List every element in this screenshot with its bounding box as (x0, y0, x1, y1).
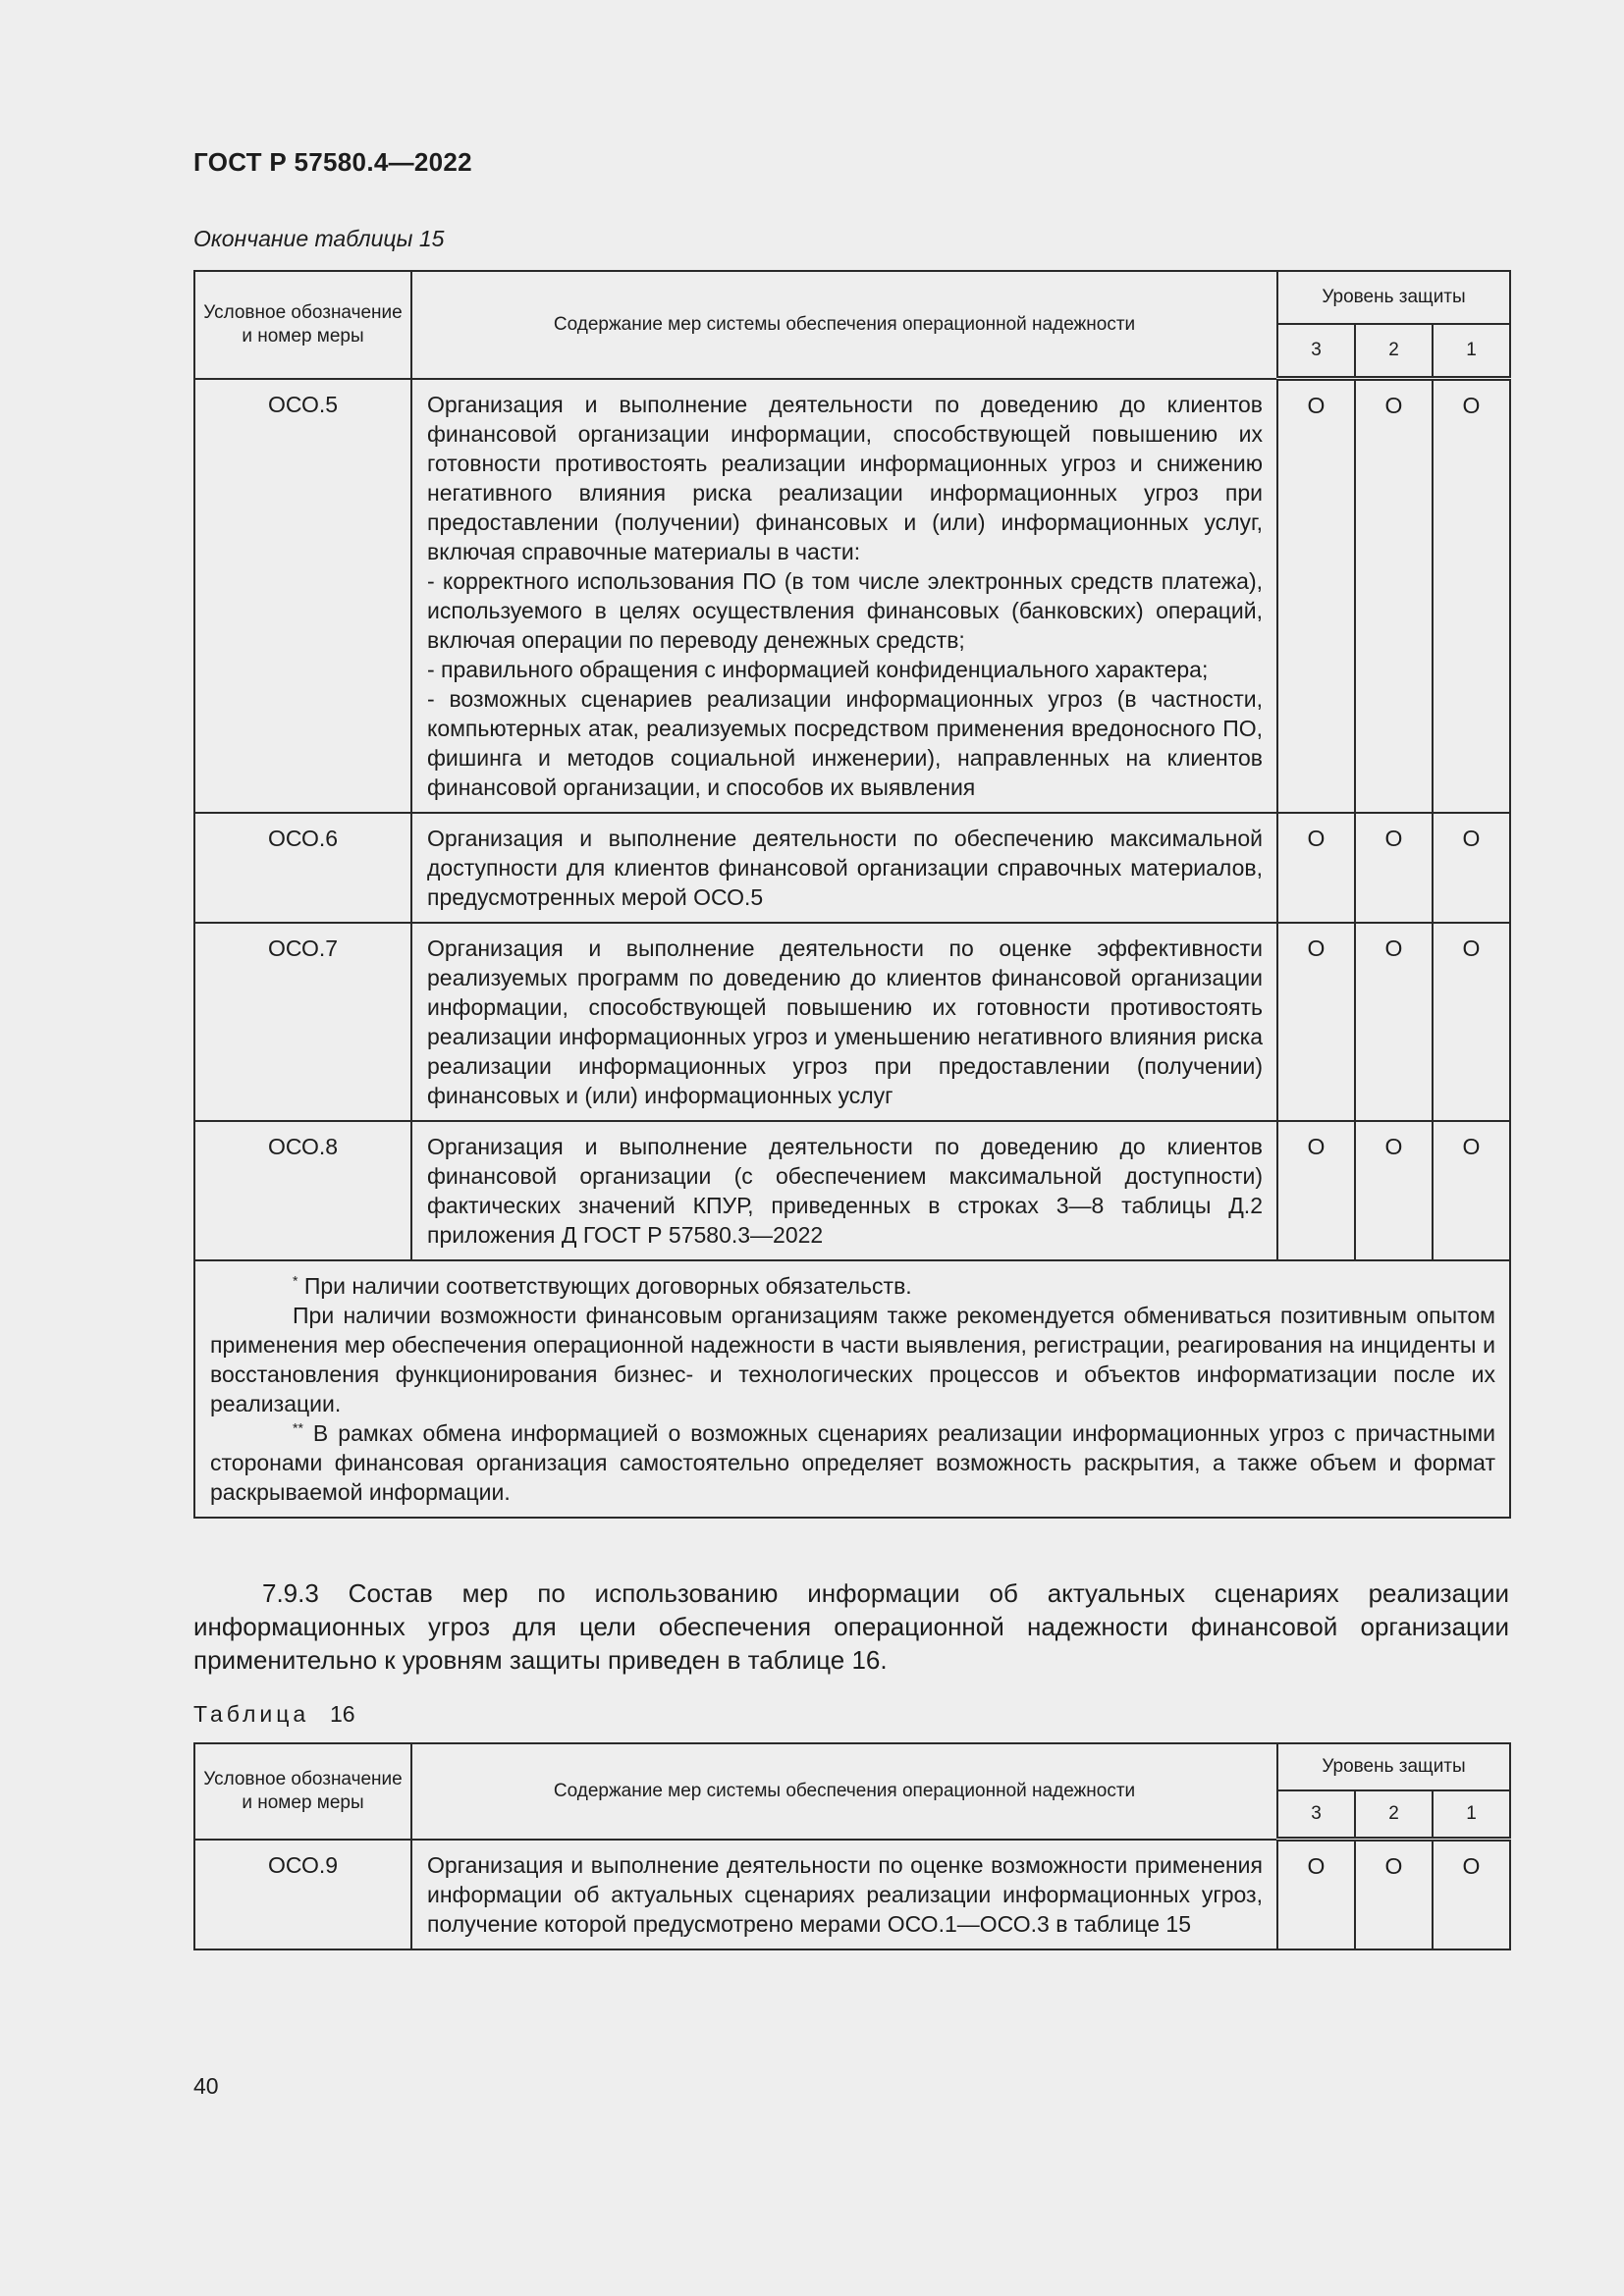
table-row (194, 1840, 1510, 1949)
header-level-3: 3 (1277, 1790, 1355, 1840)
page-number: 40 (193, 2073, 219, 2099)
table-row (194, 923, 1510, 1121)
header-content: Содержание мер системы обеспечения операционной надежности (411, 1743, 1277, 1840)
header-level-group: Уровень защиты (1277, 1743, 1510, 1790)
measure-content-item: - возможных сценариев реализации информационных угроз (в частности, компьютерных атак, реализуемых посредством применения вредоносного ПО, фишинга и методов социальной инженерии), направленных на клиентов финансовой организации, и способов их выявления (427, 685, 1263, 800)
measure-content: Организация и выполнение деятельности по доведению до клиентов финансовой организации (с обеспечением максимальной доступности) фактических значений КПУР, приведенных в строках 3—8 таблицы Д.2 приложения Д ГОСТ Р 57580.3—2022 (411, 1121, 1277, 1260)
table-16-caption-word: Таблица (193, 1701, 310, 1727)
header-level-1: 1 (1433, 1790, 1510, 1840)
level-3-mark: О (1277, 923, 1355, 1121)
level-3-mark: О (1277, 813, 1355, 923)
level-2-mark: О (1355, 923, 1433, 1121)
measure-code: ОСО.9 (194, 1840, 411, 1949)
note-3 (210, 1418, 1495, 1507)
level-1-mark: О (1433, 923, 1510, 1121)
table-16 (193, 1742, 1511, 1950)
table-row (194, 813, 1510, 923)
measure-content-text: Организация и выполнение деятельности по доведению до клиентов финансовой организации информации, способствующей повышению их готовности противостоять реализации информационных угроз и снижению негативного влияния риска реализации информационных угроз при предоставлении (получении) финансовых и (или) информационных услуг, включая справочные материалы в части: (427, 391, 1263, 564)
level-2-mark: О (1355, 1840, 1433, 1949)
table-row (194, 379, 1510, 813)
section-paragraph: 7.9.3 Состав мер по использованию информации об актуальных сценариях реализации информационных угроз для цели обеспечения операционной надежности финансовой организации применительно к уровням защиты приведен в таблице 16. (193, 1578, 1509, 1675)
measure-content: Организация и выполнение деятельности по оценке эффективности реализуемых программ по доведению до клиентов финансовой организации информации, способствующей повышению их готовности противостоять реализации информационных угроз и уменьшению негативного влияния риска реализации информационных угроз при предоставлении (получении) финансовых и (или) информационных услуг (411, 923, 1277, 1121)
table-16-caption-number: 16 (329, 1701, 355, 1727)
level-3-mark: О (1277, 379, 1355, 813)
note-1 (210, 1271, 1495, 1301)
note-1-mark: * (293, 1271, 298, 1288)
level-1-mark: О (1433, 379, 1510, 813)
measure-code: ОСО.7 (194, 923, 411, 1121)
level-2-mark: О (1355, 1121, 1433, 1260)
header-content: Содержание мер системы обеспечения операционной надежности (411, 271, 1277, 379)
level-3-mark: О (1277, 1121, 1355, 1260)
measure-content-item: - правильного обращения с информацией конфиденциального характера; (427, 656, 1209, 682)
table-row (194, 1121, 1510, 1260)
level-2-mark: О (1355, 379, 1433, 813)
table-notes (194, 1260, 1510, 1518)
table-15 (193, 270, 1511, 1519)
level-1-mark: О (1433, 1121, 1510, 1260)
level-3-mark: О (1277, 1840, 1355, 1949)
header-level-group: Уровень защиты (1277, 271, 1510, 324)
measure-content: Организация и выполнение деятельности по оценке возможности применения информации об актуальных сценариях реализации информационных угроз, получение которой предусмотрено мерами ОСО.1—ОСО.3 в таблице 15 (411, 1840, 1277, 1949)
header-code: Условное обозначение и номер меры (194, 271, 411, 379)
measure-content: Организация и выполнение деятельности по обеспечению максимальной доступности для клиентов финансовой организации справочных материалов, предусмотренных мерой ОСО.5 (411, 813, 1277, 923)
header-level-1: 1 (1433, 324, 1510, 379)
measure-content (411, 379, 1277, 813)
table-notes-row (194, 1260, 1510, 1518)
standard-code: ГОСТ Р 57580.4—2022 (193, 147, 472, 177)
measure-code: ОСО.8 (194, 1121, 411, 1260)
note-3-mark: ** (293, 1418, 303, 1435)
header-level-2: 2 (1355, 1790, 1433, 1840)
header-level-3: 3 (1277, 324, 1355, 379)
level-1-mark: О (1433, 1840, 1510, 1949)
measure-code: ОСО.6 (194, 813, 411, 923)
note-3-text: В рамках обмена информацией о возможных сценариях реализации информационных угроз с причастными сторонами финансовая организация самостоятельно определяет возможность раскрытия, а также объем и формат раскрываемой информации. (210, 1419, 1495, 1505)
header-code: Условное обозначение и номер меры (194, 1743, 411, 1840)
header-level-2: 2 (1355, 324, 1433, 379)
level-2-mark: О (1355, 813, 1433, 923)
measure-content-item: - корректного использования ПО (в том числе электронных средств платежа), используемого в целях осуществления финансовых (банковских) операций, включая операции по переводу денежных средств; (427, 567, 1263, 653)
table-16-caption (193, 1701, 355, 1728)
level-1-mark: О (1433, 813, 1510, 923)
note-2: При наличии возможности финансовым организациям также рекомендуется обмениваться позитивным опытом применения мер обеспечения операционной надежности в части выявления, регистрации, реагирования на инциденты и восстановления функционирования бизнес- и технологических процессов и объектов информатизации после их реализации. (210, 1302, 1495, 1416)
table-15-caption: Окончание таблицы 15 (193, 226, 445, 251)
note-1-text: При наличии соответствующих договорных обязательств. (298, 1272, 912, 1299)
measure-code: ОСО.5 (194, 379, 411, 813)
